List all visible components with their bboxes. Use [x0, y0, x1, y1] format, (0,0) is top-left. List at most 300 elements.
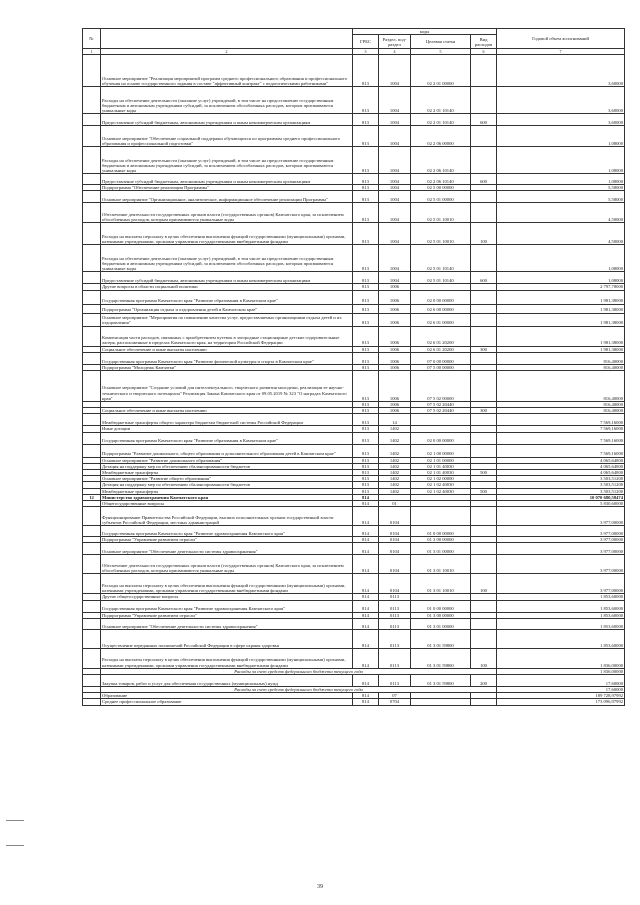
- margin-mark: [6, 845, 24, 846]
- row-name: Закупка товаров, работ и услуг для обеспечения государственных (муниципальных) нужд: [101, 675, 353, 687]
- table-row: [83, 203, 625, 223]
- row-section: 1006: [379, 364, 411, 370]
- row-section: 0113: [379, 648, 411, 668]
- row-name: Подпрограмма "Молодежь Камчатки": [101, 364, 353, 370]
- row-grbs: 814: [353, 555, 379, 574]
- row-target: 01 3 01 00000: [411, 618, 471, 629]
- table-row: [83, 147, 625, 174]
- row-target: [411, 414, 471, 426]
- row-amount: 1 981,38000: [497, 304, 625, 313]
- row-section: 0113: [379, 618, 411, 629]
- table-row: [83, 444, 625, 457]
- row-grbs: 813: [353, 408, 379, 414]
- row-section: 1004: [379, 223, 411, 245]
- row-exp-type: 600: [471, 114, 497, 126]
- row-num: [83, 290, 101, 304]
- row-grbs: 813: [353, 352, 379, 364]
- row-num: [83, 555, 101, 574]
- row-amount: 1 853,60000: [497, 594, 625, 600]
- row-amount: 3 977,00000: [497, 507, 625, 526]
- row-target: [411, 507, 471, 526]
- row-grbs: 813: [353, 191, 379, 203]
- index-cell: 4: [379, 49, 411, 55]
- row-exp-type: 600: [471, 174, 497, 185]
- page-number: 39: [317, 884, 323, 890]
- row-name: Межбюджетные трансферты: [101, 488, 353, 494]
- row-target: 01 0 00 00000: [411, 600, 471, 612]
- row-target: 01 3 00 00000: [411, 612, 471, 618]
- row-target: 07 0 00 00000: [411, 352, 471, 364]
- row-name: Расходы на выплаты персоналу в целях обеспечения выполнения функций государственными (муниципальными) органами, казенными учреждениями, органами управления государственными внебюджетными фондами: [101, 648, 353, 668]
- row-exp-type: [471, 414, 497, 426]
- row-name: Государственная программа Камчатского края "Развитие образования в Камчатском крае": [101, 432, 353, 444]
- table-row: [83, 699, 625, 705]
- row-target: 02 2 06 10140: [411, 147, 471, 174]
- row-amount: 10 070 680,58474: [497, 494, 625, 500]
- table-row: [83, 87, 625, 114]
- row-exp-type: [471, 507, 497, 526]
- row-num: [83, 352, 101, 364]
- row-num: [83, 223, 101, 245]
- row-exp-type: [471, 543, 497, 555]
- row-target: 02 0 00 00000: [411, 290, 471, 304]
- row-name: Основное мероприятие "Развитие дошкольного образования": [101, 457, 353, 463]
- row-amount: 1,08000: [497, 174, 625, 185]
- row-name: Обеспечение деятельности государственных органов власти (государственных органов) Камчатского края, за исключением обособленных расходов, которым присваиваются уникальные коды: [101, 555, 353, 574]
- row-amount: 1 853,60000: [497, 618, 625, 629]
- table-row: [83, 352, 625, 364]
- row-section: 1004: [379, 114, 411, 126]
- row-section: 0113: [379, 594, 411, 600]
- table-row: [83, 526, 625, 537]
- row-amount: 816,40000: [497, 408, 625, 414]
- row-name: Предоставление субсидий бюджетным, автономным учреждениям и иным некоммерческим организациям: [101, 114, 353, 126]
- row-num: [83, 629, 101, 648]
- row-section: 1006: [379, 290, 411, 304]
- row-grbs: 813: [353, 126, 379, 147]
- row-grbs: 813: [353, 304, 379, 313]
- row-grbs: 814: [353, 612, 379, 618]
- row-section: 0113: [379, 612, 411, 618]
- row-grbs: 813: [353, 223, 379, 245]
- table-row: [83, 223, 625, 245]
- row-section: 1006: [379, 304, 411, 313]
- row-grbs: 813: [353, 371, 379, 402]
- row-section: 1402: [379, 426, 411, 432]
- table-row: [83, 432, 625, 444]
- budget-allocation-table: [82, 28, 625, 706]
- row-name: Основное мероприятие "Обеспечение деятельности системы здравоохранения": [101, 543, 353, 555]
- budget-table-sheet: [82, 28, 624, 706]
- row-section: 1006: [379, 402, 411, 408]
- row-exp-type: [471, 203, 497, 223]
- row-target: 02 1 01 40030: [411, 470, 471, 476]
- row-amount: 1 981,38000: [497, 290, 625, 304]
- row-exp-type: [471, 629, 497, 648]
- row-num: 12: [83, 494, 101, 500]
- row-amount: 4 065,64800: [497, 463, 625, 469]
- row-name: Подпрограмма "Развитие дошкольного, общего образования и дополнительного образования детей в Камчатском крае": [101, 444, 353, 457]
- row-grbs: 813: [353, 185, 379, 191]
- row-name: Обеспечение деятельности государственных органов власти (государственных органов) Камчатского края, за исключением обособленных расходов, которым присваиваются уникальные коды: [101, 203, 353, 223]
- row-section: 1004: [379, 147, 411, 174]
- row-amount: 3,60000: [497, 114, 625, 126]
- margin-mark: [6, 820, 24, 821]
- row-amount: 1 836,00000: [497, 648, 625, 668]
- table-row: [83, 245, 625, 272]
- table-row: [83, 55, 625, 87]
- row-amount: 3 977,00000: [497, 537, 625, 543]
- row-target: 07 5 02 20440: [411, 402, 471, 408]
- row-target: 02 1 00 00000: [411, 444, 471, 457]
- row-grbs: 814: [353, 648, 379, 668]
- row-target: 02 1 01 40030: [411, 463, 471, 469]
- row-target: 02 5 01 00000: [411, 191, 471, 203]
- row-amount: 4,50000: [497, 223, 625, 245]
- index-cell: 7: [497, 49, 625, 55]
- row-num: [83, 444, 101, 457]
- row-grbs: 813: [353, 346, 379, 352]
- row-exp-type: 500: [471, 470, 497, 476]
- row-section: 1004: [379, 55, 411, 87]
- row-exp-type: [471, 371, 497, 402]
- row-target: 01 3 01 59800: [411, 648, 471, 668]
- row-amount: 1 981,38000: [497, 346, 625, 352]
- row-name: Среднее профессиональное образование: [101, 699, 353, 705]
- table-row: [83, 507, 625, 526]
- row-section: 1004: [379, 174, 411, 185]
- row-section: 1004: [379, 87, 411, 114]
- row-name: Расходы на выплаты персоналу в целях обеспечения выполнения функций государственными (муниципальными) органами, казенными учреждениями, органами управления государственными внебюджетными фондами: [101, 223, 353, 245]
- row-section: 1006: [379, 352, 411, 364]
- row-section: 1402: [379, 482, 411, 488]
- row-grbs: 814: [353, 494, 379, 500]
- row-grbs: 813: [353, 457, 379, 463]
- row-amount: 3 977,00000: [497, 526, 625, 537]
- table-row: [83, 675, 625, 687]
- row-section: 1006: [379, 284, 411, 290]
- row-name: Подпрограмма "Управление развитием отрасли": [101, 612, 353, 618]
- table-row: [83, 272, 625, 284]
- row-amount: 816,40000: [497, 371, 625, 402]
- row-num: [83, 618, 101, 629]
- row-target: 02 1 02 40030: [411, 488, 471, 494]
- row-amount: 17,60000: [497, 675, 625, 687]
- row-num: [83, 174, 101, 185]
- row-grbs: 813: [353, 414, 379, 426]
- row-num: [83, 574, 101, 594]
- row-grbs: 813: [353, 245, 379, 272]
- row-num: [83, 371, 101, 402]
- row-grbs: 813: [353, 482, 379, 488]
- row-num: [83, 432, 101, 444]
- row-amount: 7 569,16000: [497, 414, 625, 426]
- row-grbs: 814: [353, 537, 379, 543]
- row-section: 1004: [379, 191, 411, 203]
- row-target: 02 5 01 10010: [411, 203, 471, 223]
- row-amount: 3 977,00000: [497, 543, 625, 555]
- row-num: [83, 313, 101, 326]
- row-amount: 5,58000: [497, 191, 625, 203]
- row-grbs: 814: [353, 501, 379, 507]
- row-target: 07 5 00 00000: [411, 364, 471, 370]
- row-amount: 1 981,38000: [497, 313, 625, 326]
- table-row: [83, 326, 625, 346]
- row-grbs: 814: [353, 507, 379, 526]
- row-name: Подпрограмма "Организация отдыха и оздоровления детей в Камчатском крае": [101, 304, 353, 313]
- row-target: 02 6 01 20200: [411, 326, 471, 346]
- row-name: Межбюджетные трансферты: [101, 470, 353, 476]
- row-section: 1402: [379, 432, 411, 444]
- row-target: 02 5 00 00000: [411, 185, 471, 191]
- row-grbs: 814: [353, 526, 379, 537]
- row-grbs: 813: [353, 174, 379, 185]
- row-exp-type: 200: [471, 675, 497, 687]
- row-section: 1006: [379, 326, 411, 346]
- table-row: [83, 414, 625, 426]
- row-target: 07 5 02 00000: [411, 371, 471, 402]
- header-section: Раздел, под-раздел: [379, 35, 411, 49]
- row-name: Компенсация части расходов, связанных с приобретением путевок в загородные стационарные детские оздоровительные лагеря, расположенные в пределах Камчатского края, на территории Российской Федерации: [101, 326, 353, 346]
- row-amount: 1 853,60000: [497, 629, 625, 648]
- row-section: 1004: [379, 245, 411, 272]
- row-section: 01: [379, 501, 411, 507]
- row-grbs: 814: [353, 693, 379, 699]
- row-target: 02 5 01 10140: [411, 245, 471, 272]
- row-num: [83, 507, 101, 526]
- row-amount: 5 830,60000: [497, 501, 625, 507]
- row-grbs: 814: [353, 618, 379, 629]
- row-section: 1006: [379, 346, 411, 352]
- table-row: [83, 648, 625, 668]
- row-section: 1004: [379, 185, 411, 191]
- table-row: [83, 290, 625, 304]
- row-target: 02 1 02 00000: [411, 476, 471, 482]
- row-grbs: 813: [353, 476, 379, 482]
- row-amount: 5,58000: [497, 185, 625, 191]
- table-row: [83, 313, 625, 326]
- row-amount: 3 977,00000: [497, 555, 625, 574]
- row-exp-type: [471, 87, 497, 114]
- row-num: [83, 600, 101, 612]
- row-target: 01 0 00 00000: [411, 526, 471, 537]
- row-exp-type: [471, 618, 497, 629]
- row-amount: 3 503,51200: [497, 488, 625, 494]
- header-amount: Годовой объем ассигнований: [497, 29, 625, 49]
- row-name: Межбюджетные трансферты общего характера бюджетам бюджетной системы Российской Федерации: [101, 414, 353, 426]
- index-cell: 6: [471, 49, 497, 55]
- row-grbs: 813: [353, 55, 379, 87]
- row-section: 1004: [379, 272, 411, 284]
- table-row: [83, 114, 625, 126]
- row-target: 01 3 01 00000: [411, 543, 471, 555]
- row-grbs: 813: [353, 463, 379, 469]
- row-num: [83, 245, 101, 272]
- row-name: Социальное обеспечение и иные выплаты населению: [101, 408, 353, 414]
- row-name: Подпрограмма "Обеспечение реализации Программы": [101, 185, 353, 191]
- row-grbs: 814: [353, 675, 379, 687]
- row-section: 1006: [379, 371, 411, 402]
- row-amount: 173 096,97992: [497, 699, 625, 705]
- row-target: 01 3 01 59800: [411, 629, 471, 648]
- row-grbs: 813: [353, 402, 379, 408]
- row-target: 02 2 01 10140: [411, 87, 471, 114]
- row-num: [83, 55, 101, 87]
- row-target: 07 5 02 20440: [411, 408, 471, 414]
- row-name: Министерство здравоохранения Камчатского края: [101, 494, 353, 500]
- row-amount: 1,08000: [497, 245, 625, 272]
- row-name: Основное мероприятие "Мероприятия по повышению качества услуг, предоставляемых организациями отдыха детей и их оздоровления": [101, 313, 353, 326]
- row-grbs: 814: [353, 594, 379, 600]
- row-section: 0113: [379, 600, 411, 612]
- row-note: Расходы за счет средств федерального бюджета текущего года: [101, 687, 497, 693]
- row-amount: 1 836,00000: [497, 668, 625, 674]
- row-grbs: 813: [353, 326, 379, 346]
- row-amount: 1,08000: [497, 272, 625, 284]
- table-row: [83, 574, 625, 594]
- row-num: [83, 326, 101, 346]
- row-exp-type: [471, 313, 497, 326]
- row-target: 01 3 01 10010: [411, 574, 471, 594]
- row-section: 1402: [379, 470, 411, 476]
- row-name: Социальное обеспечение и иные выплаты населению: [101, 346, 353, 352]
- row-exp-type: [471, 699, 497, 705]
- row-exp-type: [471, 352, 497, 364]
- row-grbs: 813: [353, 432, 379, 444]
- row-name: Подпрограмма "Управление развитием отрасли": [101, 537, 353, 543]
- row-grbs: 813: [353, 313, 379, 326]
- table-row: [83, 191, 625, 203]
- row-section: 0104: [379, 555, 411, 574]
- row-grbs: 814: [353, 629, 379, 648]
- row-amount: 1,08000: [497, 147, 625, 174]
- row-amount: 3,60000: [497, 87, 625, 114]
- table-row: [83, 629, 625, 648]
- table-row: [83, 600, 625, 612]
- row-section: 0104: [379, 543, 411, 555]
- row-amount: 3 503,51200: [497, 482, 625, 488]
- row-name: Государственная программа Камчатского края "Развитие физической культуры и спорта в Камчатском крае": [101, 352, 353, 364]
- row-name: Основное мероприятие "Обеспечение деятельности системы здравоохранения": [101, 618, 353, 629]
- row-grbs: 814: [353, 699, 379, 705]
- header-exp-type: Вид расходов: [471, 35, 497, 49]
- row-grbs: 813: [353, 426, 379, 432]
- header-codes: коды: [353, 29, 497, 35]
- row-target: 01 3 01 10010: [411, 555, 471, 574]
- row-name: Другие вопросы в области социальной политики: [101, 284, 353, 290]
- row-num: [83, 414, 101, 426]
- row-section: 0104: [379, 574, 411, 594]
- row-amount: 17,60000: [497, 687, 625, 693]
- row-grbs: 813: [353, 290, 379, 304]
- row-section: 1402: [379, 463, 411, 469]
- row-amount: 816,40000: [497, 364, 625, 370]
- header-target: Целевая статья: [411, 35, 471, 49]
- row-name: Основное мероприятие "Реализация мероприятий программ среднего профессионального образования и профессионального обучения на основе государственного задания в составе "эффективный контракт" с педагогическими работниками": [101, 55, 353, 87]
- row-section: 1402: [379, 476, 411, 482]
- index-cell: 5: [411, 49, 471, 55]
- row-exp-type: 300: [471, 408, 497, 414]
- row-num: [83, 543, 101, 555]
- row-grbs: 813: [353, 364, 379, 370]
- row-num: [83, 675, 101, 687]
- row-num: [83, 304, 101, 313]
- row-amount: 3,60000: [497, 55, 625, 87]
- row-section: 1402: [379, 488, 411, 494]
- row-note: Расходы за счет средств федерального бюджета текущего года: [101, 668, 497, 674]
- row-name: Предоставление субсидий бюджетным, автономным учреждениям и иным некоммерческим организациям: [101, 174, 353, 185]
- row-grbs: 813: [353, 87, 379, 114]
- row-exp-type: [471, 526, 497, 537]
- row-name: Дотация на поддержку мер по обеспечению сбалансированности бюджетов: [101, 463, 353, 469]
- row-name: Расходы на обеспечение деятельности (оказание услуг) учреждений, в том числе на предоставление государственным бюджетным и автономным учреждениям субсидий, за исключением обособленных расходов, которым присваиваются уникальные коды: [101, 147, 353, 174]
- row-grbs: 813: [353, 114, 379, 126]
- row-name: Осуществление переданных полномочий Российской Федерации в сфере охраны здоровья: [101, 629, 353, 648]
- row-grbs: 813: [353, 203, 379, 223]
- row-target: 02 1 01 00000: [411, 457, 471, 463]
- row-section: 0704: [379, 699, 411, 705]
- row-grbs: 813: [353, 488, 379, 494]
- table-row: [83, 543, 625, 555]
- row-exp-type: [471, 55, 497, 87]
- row-target: 02 5 01 10140: [411, 272, 471, 284]
- row-amount: 816,40000: [497, 352, 625, 364]
- row-name: Расходы на выплаты персоналу в целях обеспечения выполнения функций государственными (муниципальными) органами, казенными учреждениями, органами управления государственными внебюджетными фондами: [101, 574, 353, 594]
- row-exp-type: 300: [471, 346, 497, 352]
- row-amount: 3 977,00000: [497, 574, 625, 594]
- row-num: [83, 203, 101, 223]
- row-target: 02 6 01 00000: [411, 313, 471, 326]
- table-row: [83, 126, 625, 147]
- row-num: [83, 699, 101, 705]
- row-num: [83, 191, 101, 203]
- row-section: 1006: [379, 408, 411, 414]
- row-num: [83, 114, 101, 126]
- row-name: Другие общегосударственные вопросы: [101, 594, 353, 600]
- row-amount: 7 569,16000: [497, 444, 625, 457]
- row-name: Расходы на обеспечение деятельности (оказание услуг) учреждений, в том числе на предоставление государственным бюджетным и автономным учреждениям субсидий, за исключением обособленных расходов, которым присваиваются уникальные коды: [101, 245, 353, 272]
- row-amount: 7 569,16000: [497, 426, 625, 432]
- row-section: 14: [379, 414, 411, 426]
- row-exp-type: [471, 191, 497, 203]
- row-amount: 4,50000: [497, 203, 625, 223]
- row-name: Общегосударственные вопросы: [101, 501, 353, 507]
- row-grbs: 813: [353, 272, 379, 284]
- row-grbs: 814: [353, 600, 379, 612]
- row-amount: 3 503,51200: [497, 476, 625, 482]
- row-section: 0104: [379, 537, 411, 543]
- row-target: 02 1 02 40030: [411, 482, 471, 488]
- row-section: 1004: [379, 126, 411, 147]
- row-amount: 4 065,64800: [497, 470, 625, 476]
- row-name: Государственная программа Камчатского края "Развитие здравоохранения Камчатского края": [101, 600, 353, 612]
- row-name: Государственная программа Камчатского края "Развитие образования в Камчатском крае": [101, 290, 353, 304]
- row-target: [411, 699, 471, 705]
- row-section: 1006: [379, 313, 411, 326]
- row-name: Основное мероприятие "Организационное, аналитическое, информационное обеспечение реализации Программы": [101, 191, 353, 203]
- row-grbs: 814: [353, 574, 379, 594]
- row-target: 02 2 06 10140: [411, 174, 471, 185]
- row-exp-type: 100: [471, 574, 497, 594]
- row-target: 02 5 01 10010: [411, 223, 471, 245]
- header-num: №: [83, 29, 101, 49]
- row-num: [83, 272, 101, 284]
- table-row: [83, 174, 625, 185]
- row-section: 0104: [379, 526, 411, 537]
- row-target: 02 2 01 00000: [411, 55, 471, 87]
- table-row: [83, 618, 625, 629]
- row-name: Предоставление субсидий бюджетным, автономным учреждениям и иным некоммерческим организациям: [101, 272, 353, 284]
